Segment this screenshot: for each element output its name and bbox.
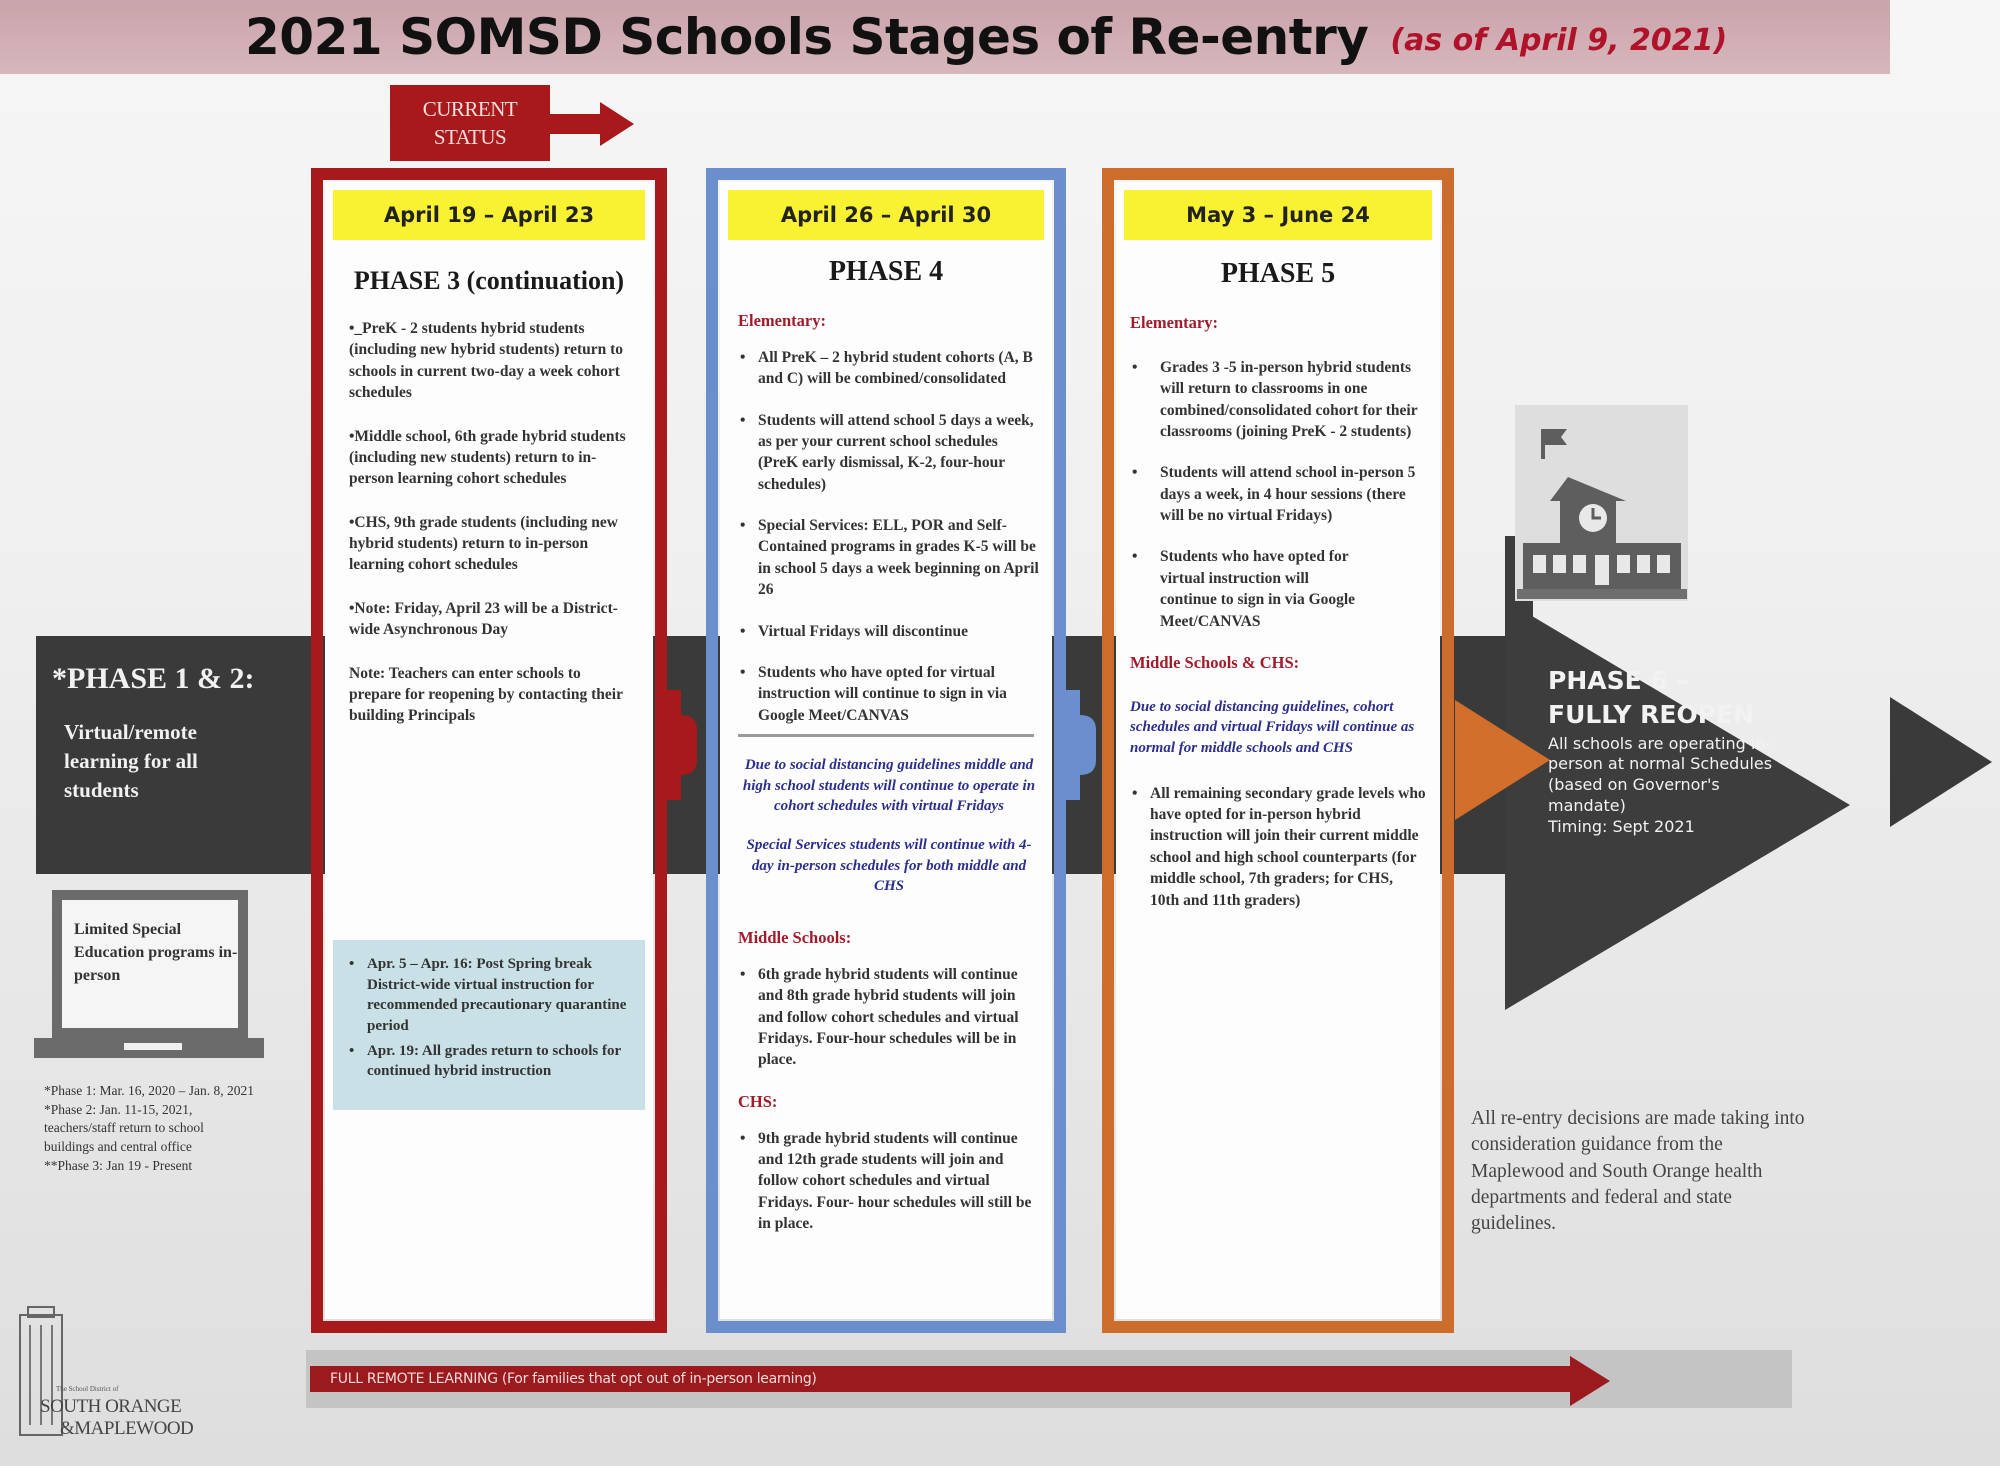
phase4-divider (738, 734, 1034, 737)
phase4-elementary-item: • Virtual Fridays will discontinue (738, 621, 1040, 642)
phase4-middle-heading: Middle Schools: (738, 928, 852, 948)
footnote-phase2: *Phase 2: Jan. 11-15, 2021, teachers/staff return to school buildings and central office (44, 1101, 204, 1154)
phase4-elementary-item: • Special Services: ELL, POR and Self-Contained programs in grades K-5 will be in school 5 days a week beginning on April 26 (738, 515, 1040, 601)
phase4-connector-icon (1066, 690, 1096, 800)
phase3-dates: April 19 – April 23 (333, 190, 645, 240)
phase3-item: •_PreK - 2 students hybrid students (including new hybrid students) return to schools in current two-day a week cohort schedules (349, 320, 624, 402)
current-status-arrowhead-icon (600, 102, 634, 146)
phase5-connector-arrow-icon (1455, 700, 1550, 820)
page-title: 2021 SOMSD Schools Stages of Re-entry (245, 8, 1369, 66)
phase5-elementary-item: • Students who have opted for virtual instruction will continue to sign in via Google Meet/CANVAS (1130, 546, 1426, 632)
decisions-note: All re-entry decisions are made taking into consideration guidance from the Maplewood and South Orange health departments and federal and state guidelines. (1471, 1108, 1805, 1235)
phase6-timing: Timing: Sept 2021 (1548, 816, 1695, 836)
logo-small-text: The School District of (56, 1385, 119, 1393)
phase4-special-services-note: Special Services students will continue with 4-day in-person schedules for both middle and CHS (746, 837, 1032, 895)
phase4-chs-item: • 9th grade hybrid students will continue and 12th grade students will join and follow cohort schedules and virtual Fridays. Four- hour schedules will still be in place. (738, 1128, 1040, 1235)
phase4-chs-heading: CHS: (738, 1091, 778, 1111)
phase-footnotes (44, 1082, 254, 1175)
phase4-dates: April 26 – April 30 (728, 190, 1044, 240)
phase5-title: PHASE 5 (1220, 258, 1336, 289)
footnote-phase1: *Phase 1: Mar. 16, 2020 – Jan. 8, 2021 (44, 1083, 254, 1098)
phase4-elementary-item: • Students who have opted for virtual instruction will continue to sign in via Google Meet/CANVAS (738, 662, 1040, 726)
current-status-line1: CURRENT (422, 96, 518, 121)
laptop-trackpad-icon (124, 1043, 182, 1050)
logo-line2: &MAPLEWOOD (60, 1418, 194, 1439)
phase5-distancing-note: Due to social distancing guidelines, cohort schedules and virtual Fridays will continue as normal for middle schools and CHS (1130, 698, 1415, 757)
phase3-item: •Note: Friday, April 23 will be a District-wide Asynchronous Day (349, 599, 618, 639)
phase5-elementary-item: • Students will attend school in-person 5 days a week, in 4 hour sessions (there will be no virtual Fridays) (1130, 462, 1426, 526)
quarantine-note-box (333, 940, 645, 1110)
phase4-elementary-item: • All PreK – 2 hybrid student cohorts (A, B and C) will be combined/consolidated (738, 347, 1040, 390)
timeline-end-arrow-icon (1890, 697, 1992, 827)
phase5-elementary-heading: Elementary: (1130, 313, 1218, 332)
school-building-icon (1515, 405, 1688, 601)
current-status-arrow-icon (548, 114, 603, 134)
remote-learning-arrowhead-icon (1570, 1356, 1610, 1406)
phase4-elementary-item: • Students will attend school 5 days a week, as per your current school schedules (PreK early dismissal, K-2, four-hour schedules) (738, 410, 1040, 496)
title-bar (0, 0, 1890, 74)
phase3-title: PHASE 3 (continuation) (353, 266, 625, 295)
remote-learning-arrow: FULL REMOTE LEARNING (For families that opt out of in-person learning) (310, 1366, 1572, 1392)
logo-line1: SOUTH ORANGE (40, 1396, 182, 1417)
phase5-elementary-item: • Grades 3 -5 in-person hybrid students will return to classrooms in one combined/consolidated cohort for their classrooms (joining PreK - 2 students) (1130, 357, 1426, 443)
phase3-connector-icon (667, 690, 697, 800)
phase4-distancing-note: Due to social distancing guidelines middle and high school students will continue to operate in cohort schedules with virtual Fridays (742, 757, 1036, 815)
phase4-elementary-heading: Elementary: (738, 311, 826, 330)
laptop-icon (52, 890, 248, 1038)
page-subtitle: (as of April 9, 2021) (1390, 22, 1728, 58)
phase12-block (52, 662, 255, 805)
phase5-secondary-item: • All remaining secondary grade levels who have opted for in-person hybrid instruction will join their current middle school and high school counterparts (for middle school, 7th graders; for CHS, 10th and 11th graders) (1130, 783, 1426, 911)
phase6-title-line1: PHASE 6 – (1548, 666, 1689, 695)
phase3-item: Note: Teachers can enter schools to prepare for reopening by contacting their building Principals (349, 664, 623, 725)
footnote-phase3: **Phase 3: Jan 19 - Present (44, 1157, 193, 1173)
quarantine-item: • Apr. 19: All grades return to schools for continued hybrid instruction (347, 1041, 633, 1082)
phase4-card (706, 168, 1066, 1333)
laptop-text: Limited Special Education programs in-person (74, 921, 238, 985)
phase3-item: •CHS, 9th grade students (including new hybrid students) return to in-person learning cohort schedules (349, 513, 618, 574)
phase6-description: All schools are operating in-person at normal Schedules (based on Governor's mandate) (1548, 733, 1773, 815)
phase6-block (1548, 664, 1778, 837)
phase5-card (1102, 168, 1454, 1333)
phase4-title: PHASE 4 (828, 256, 944, 287)
phase3-item: •Middle school, 6th grade hybrid students (including new students) return to in-person learning cohort schedules (349, 427, 626, 488)
phase5-secondary-heading: Middle Schools & CHS: (1130, 652, 1300, 672)
quarantine-item: • Apr. 5 – Apr. 16: Post Spring break District-wide virtual instruction for recommended precautionary quarantine period (347, 954, 633, 1037)
phase6-title-line2: FULLY REOPEN (1548, 699, 1755, 729)
phase3-card (311, 168, 667, 1333)
phase4-middle-item: • 6th grade hybrid students will continue and 8th grade hybrid students will join and follow cohort schedules and virtual Fridays. Four-hour schedules will be in place. (738, 964, 1040, 1071)
phase12-title: *PHASE 1 & 2: (52, 662, 255, 695)
current-status-line2: STATUS (433, 125, 507, 149)
phase12-description: Virtual/remote learning for all students (64, 720, 198, 802)
current-status-label (390, 85, 550, 161)
phase5-dates: May 3 – June 24 (1124, 190, 1432, 240)
